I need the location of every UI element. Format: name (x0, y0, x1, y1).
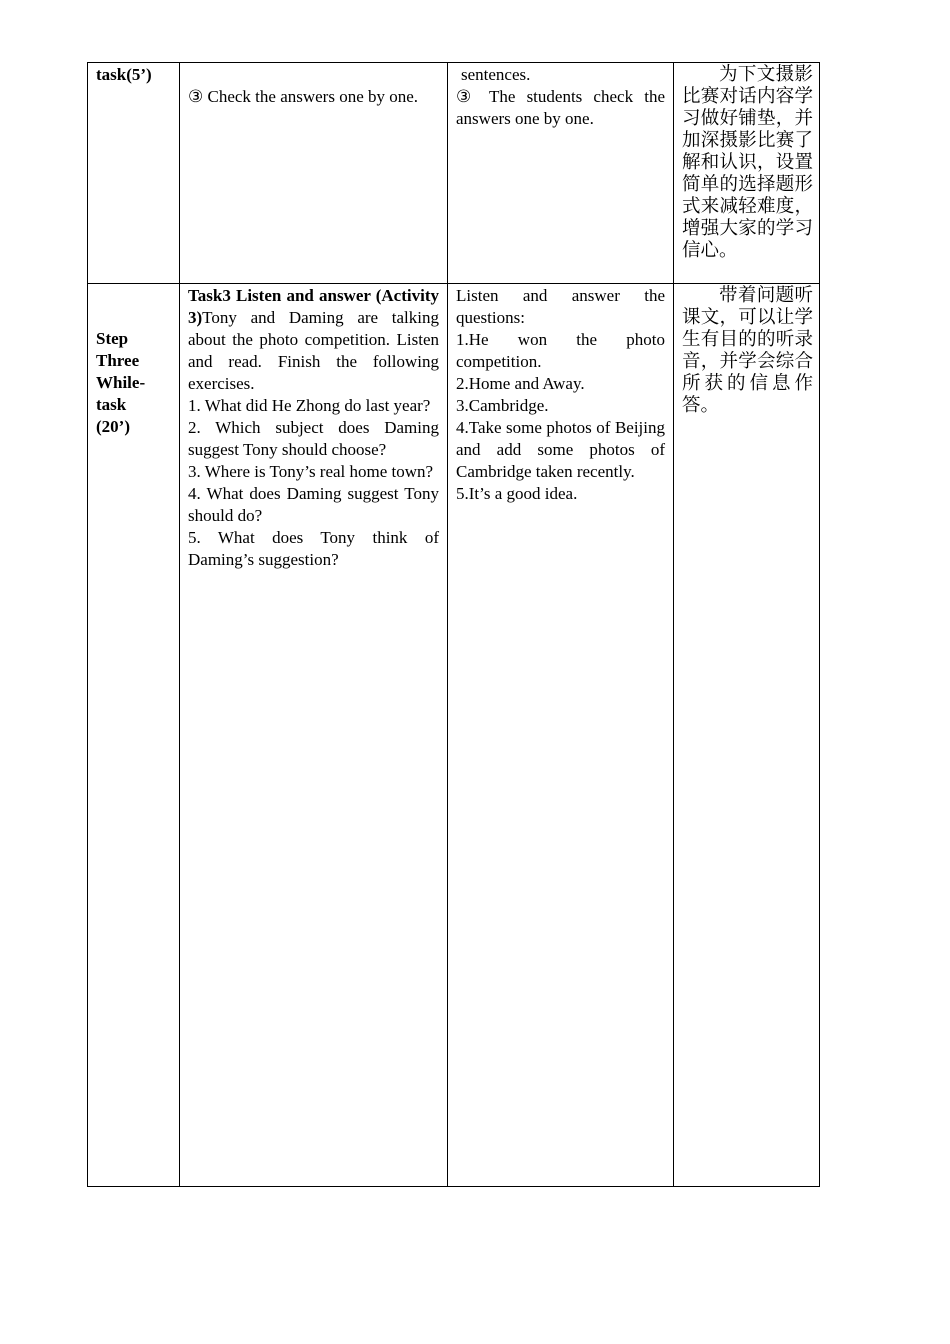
table-row (88, 284, 820, 1187)
question-item: 5. What does Tony think of Daming’s suggestion? (188, 528, 439, 569)
question-item: 4. What does Daming suggest Tony should do? (188, 484, 439, 525)
purpose-cell (674, 63, 820, 284)
step-cell (88, 63, 180, 284)
student-activity-cell (448, 63, 674, 284)
purpose-text: 为下文摄影比赛对话内容学习做好铺垫，并加深摄影比赛了解和认识，设置简单的选择题形式来减轻难度，增强大家的学习信心。 (682, 64, 813, 261)
teacher-activity-text: ③ Check the answers one by one. (188, 87, 419, 106)
answer-item: 4.Take some photos of Beijing and add some photos of Cambridge taken recently. (456, 418, 665, 481)
student-activity-line: ③ The students check the answers one by one. (456, 87, 665, 128)
step-label-line: Step (96, 329, 129, 348)
purpose-cell (674, 284, 820, 1187)
purpose-text: 带着问题听课文，可以让学生有目的的听录音，并学会综合所获的信息作答。 (682, 285, 813, 416)
question-item: 3. Where is Tony’s real home town? (188, 462, 434, 481)
student-activity-line: sentences. (461, 65, 531, 84)
step-label-line: (20’) (96, 417, 130, 436)
table-row (88, 63, 820, 284)
step-label: task(5’) (96, 65, 152, 84)
question-item: 2. Which subject does Daming suggest Tony should choose? (188, 418, 439, 459)
step-cell (88, 284, 180, 1187)
step-label-line: Three (96, 351, 140, 370)
student-activity-intro: Listen and answer the questions: (456, 286, 665, 327)
step-label-line: task (96, 395, 127, 414)
question-item: 1. What did He Zhong do last year? (188, 396, 431, 415)
teacher-activity-cell (180, 284, 448, 1187)
lesson-plan-table (87, 62, 820, 1187)
answer-item: 2.Home and Away. (456, 374, 585, 393)
step-label-line: While- (96, 373, 146, 392)
answer-item: 5.It’s a good idea. (456, 484, 578, 503)
task-intro: Tony and Daming are talking about the photo competition. Listen and read. Finish the following exercises. (188, 308, 439, 393)
student-activity-cell (448, 284, 674, 1187)
answer-item: 3.Cambridge. (456, 396, 549, 415)
task-title: Task3 Listen and answer (Activity 3) (188, 286, 439, 327)
teacher-activity-cell (180, 63, 448, 284)
answer-item: 1.He won the photo competition. (456, 330, 665, 371)
